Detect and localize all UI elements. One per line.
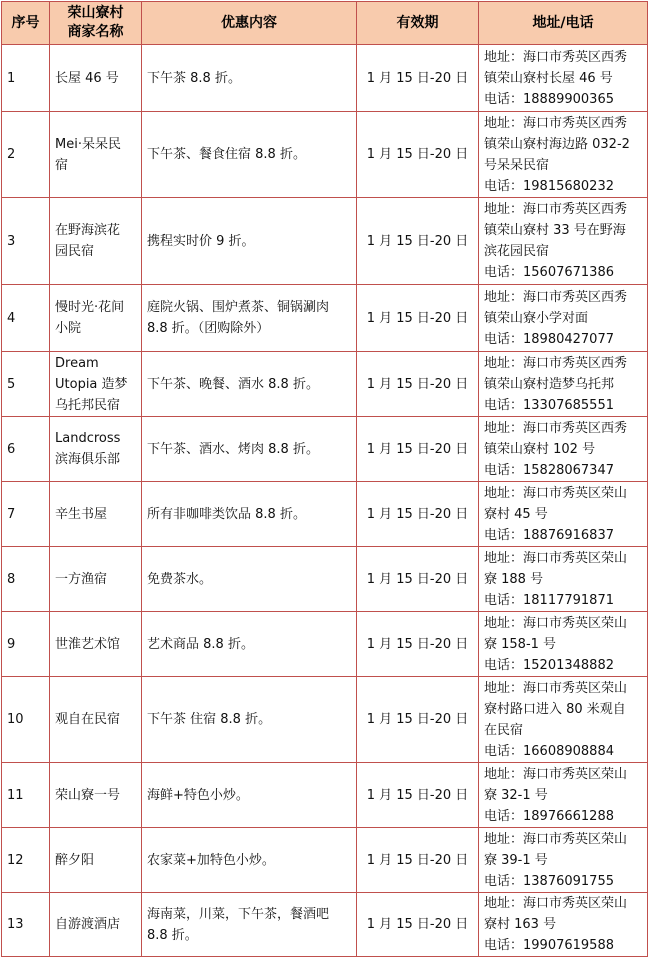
offer-content-line: 所有非咖啡类饮品 8.8 折。 — [147, 506, 306, 522]
merchant-name-line: 滨海俱乐部 — [55, 452, 121, 467]
merchant-name-line: 观自在民宿 — [55, 712, 121, 727]
valid-period: 1 月 15 日-20 日 — [357, 763, 479, 828]
valid-period: 1 月 15 日-20 日 — [357, 547, 479, 612]
valid-period: 1 月 15 日-20 日 — [357, 612, 479, 677]
offer-content — [142, 352, 357, 417]
table-row — [2, 763, 648, 828]
address-phone-line: 地址：海口市秀英区西秀 — [484, 420, 628, 436]
address-phone-line: 电话：15607671386 — [484, 265, 614, 280]
merchant-name — [50, 352, 142, 417]
address-phone — [479, 112, 648, 198]
header-address: 地址/电话 — [479, 2, 648, 45]
merchant-name — [50, 482, 142, 547]
address-phone — [479, 547, 648, 612]
address-phone — [479, 45, 648, 112]
row-index: 12 — [2, 828, 50, 893]
row-index: 9 — [2, 612, 50, 677]
table-row — [2, 893, 648, 957]
table-row — [2, 45, 648, 112]
merchant-name — [50, 417, 142, 482]
offer-content — [142, 198, 357, 285]
valid-period: 1 月 15 日-20 日 — [357, 198, 479, 285]
table-row — [2, 198, 648, 285]
header-merchant: 荣山寮村 商家名称 — [50, 2, 142, 45]
address-phone-line: 寮村 45 号 — [484, 506, 548, 522]
merchant-name-line: Dream — [55, 355, 99, 371]
merchant-name — [50, 828, 142, 893]
offer-content — [142, 828, 357, 893]
offer-content-line: 下午茶、酒水、烤肉 8.8 折。 — [147, 441, 319, 457]
address-phone-line: 地址：海口市秀英区荣山 — [484, 615, 628, 631]
address-phone-line: 地址：海口市秀英区荣山 — [484, 550, 628, 566]
address-phone-line: 地址：海口市秀英区西秀 — [484, 202, 628, 217]
address-phone-line: 电话：18980427077 — [484, 331, 614, 347]
merchant-name-line: Landcross — [55, 431, 121, 446]
offer-content — [142, 112, 357, 198]
offer-content-line: 下午茶 8.8 折。 — [147, 70, 241, 86]
offer-content-line: 海鲜+特色小炒。 — [147, 787, 249, 803]
offer-content-line: 农家菜+加特色小炒。 — [147, 852, 275, 868]
header-index: 序号 — [2, 2, 50, 45]
valid-period: 1 月 15 日-20 日 — [357, 677, 479, 763]
row-index: 7 — [2, 482, 50, 547]
offer-content-line: 携程实时价 9 折。 — [147, 233, 255, 249]
table-row — [2, 547, 648, 612]
address-phone-line: 寮 188 号 — [484, 571, 544, 587]
address-phone-line: 镇荣山寮村 33 号在野海 — [484, 223, 626, 238]
offer-content-line: 庭院火锅、围炉煮茶、铜锅涮肉 — [147, 300, 330, 315]
address-phone-line: 地址：海口市秀英区荣山 — [484, 680, 628, 696]
offer-content — [142, 547, 357, 612]
valid-period: 1 月 15 日-20 日 — [357, 417, 479, 482]
offer-content-line: 下午茶 住宿 8.8 折。 — [147, 712, 272, 727]
merchant-name-line: Utopia 造梦 — [55, 376, 128, 392]
address-phone — [479, 198, 648, 285]
merchant-name-line: 园民宿 — [55, 244, 95, 259]
address-phone-line: 地址：海口市秀英区荣山 — [484, 831, 628, 847]
header-row — [2, 2, 648, 45]
offer-content — [142, 763, 357, 828]
merchant-name — [50, 547, 142, 612]
table-row — [2, 828, 648, 893]
table-row — [2, 352, 648, 417]
address-phone-line: 电话：19907619588 — [484, 938, 614, 953]
offer-content-line: 海南菜，川菜，下午茶，餐酒吧 — [147, 906, 330, 922]
merchant-name-line: 世淮艺术馆 — [55, 636, 121, 652]
offer-content — [142, 45, 357, 112]
address-phone-line: 电话：18117791871 — [484, 592, 614, 608]
merchant-name — [50, 677, 142, 763]
table-row — [2, 482, 648, 547]
address-phone-line: 地址：海口市秀英区荣山 — [484, 485, 628, 501]
offer-content — [142, 285, 357, 352]
valid-period: 1 月 15 日-20 日 — [357, 45, 479, 112]
valid-period: 1 月 15 日-20 日 — [357, 285, 479, 352]
address-phone — [479, 482, 648, 547]
address-phone-line: 镇荣山寮村 102 号 — [484, 441, 596, 457]
row-index: 3 — [2, 198, 50, 285]
merchant-name-line: Mei·呆呆民 — [55, 136, 121, 152]
address-phone-line: 地址：海口市秀英区西秀 — [484, 49, 628, 65]
address-phone-line: 滨花园民宿 — [484, 244, 550, 259]
table-row — [2, 285, 648, 352]
address-phone-line: 镇荣山寮村造梦乌托邦 — [484, 376, 615, 392]
address-phone-line: 电话：18889900365 — [484, 91, 614, 107]
offer-content — [142, 893, 357, 957]
offer-content-line: 下午茶、晚餐、酒水 8.8 折。 — [147, 376, 319, 392]
offer-content-line: 8.8 折。（团购除外） — [147, 321, 270, 336]
offer-content — [142, 482, 357, 547]
address-phone — [479, 677, 648, 763]
offer-content-line: 艺术商品 8.8 折。 — [147, 636, 254, 652]
address-phone-line: 地址：海口市秀英区荣山 — [484, 896, 628, 911]
address-phone-line: 寮村 163 号 — [484, 917, 557, 932]
address-phone-line: 电话：15201348882 — [484, 657, 614, 673]
address-phone — [479, 893, 648, 957]
merchant-name-line: 辛生书屋 — [55, 506, 108, 522]
merchant-name — [50, 763, 142, 828]
merchant-name-line: 小院 — [55, 321, 82, 336]
address-phone-line: 号呆呆民宿 — [484, 157, 550, 173]
address-phone-line: 电话：15828067347 — [484, 462, 614, 478]
address-phone-line: 寮 32-1 号 — [484, 787, 548, 803]
table-row — [2, 612, 648, 677]
address-phone-line: 电话：13307685551 — [484, 397, 614, 413]
address-phone-line: 电话：13876091755 — [484, 873, 614, 889]
address-phone-line: 电话：19815680232 — [484, 178, 614, 194]
header-period: 有效期 — [357, 2, 479, 45]
address-phone-line: 电话：16608908884 — [484, 743, 614, 759]
merchant-name-line: 醉夕阳 — [55, 852, 95, 868]
merchant-name-line: 慢时光·花间 — [55, 300, 125, 315]
valid-period: 1 月 15 日-20 日 — [357, 482, 479, 547]
offer-content-line: 免费茶水。 — [147, 571, 213, 587]
row-index: 8 — [2, 547, 50, 612]
row-index: 5 — [2, 352, 50, 417]
address-phone-line: 镇荣山寮村长屋 46 号 — [484, 70, 613, 86]
address-phone-line: 电话：18876916837 — [484, 527, 614, 543]
address-phone-line: 镇荣山寮小学对面 — [484, 310, 589, 326]
row-index: 11 — [2, 763, 50, 828]
merchant-name-line: 宿 — [55, 157, 69, 173]
merchant-name — [50, 198, 142, 285]
address-phone — [479, 417, 648, 482]
address-phone-line: 寮 158-1 号 — [484, 636, 557, 652]
address-phone-line: 地址：海口市秀英区西秀 — [484, 289, 628, 305]
address-phone-line: 电话：18976661288 — [484, 808, 614, 824]
merchant-discount-table — [1, 1, 648, 957]
offer-content-line: 下午茶、餐食住宿 8.8 折。 — [147, 147, 306, 162]
merchant-name-line: 一方渔宿 — [55, 571, 108, 587]
address-phone-line: 地址：海口市秀英区西秀 — [484, 355, 628, 371]
merchant-name-line: 乌托邦民宿 — [55, 397, 121, 413]
row-index: 1 — [2, 45, 50, 112]
offer-content — [142, 677, 357, 763]
valid-period: 1 月 15 日-20 日 — [357, 828, 479, 893]
address-phone — [479, 763, 648, 828]
merchant-name — [50, 612, 142, 677]
offer-content — [142, 612, 357, 677]
valid-period: 1 月 15 日-20 日 — [357, 112, 479, 198]
valid-period: 1 月 15 日-20 日 — [357, 893, 479, 957]
address-phone-line: 地址：海口市秀英区西秀 — [484, 115, 628, 131]
valid-period: 1 月 15 日-20 日 — [357, 352, 479, 417]
merchant-name — [50, 45, 142, 112]
row-index: 13 — [2, 893, 50, 957]
merchant-name — [50, 285, 142, 352]
merchant-name-line: 长屋 46 号 — [55, 70, 119, 86]
address-phone-line: 寮 39-1 号 — [484, 852, 548, 868]
address-phone-line: 寮村路口进入 80 米观自 — [484, 701, 626, 717]
merchant-name-line: 自游渡酒店 — [55, 917, 121, 932]
table-row — [2, 112, 648, 198]
row-index: 10 — [2, 677, 50, 763]
row-index: 2 — [2, 112, 50, 198]
offer-content-line: 8.8 折。 — [147, 927, 198, 943]
merchant-name — [50, 893, 142, 957]
merchant-name — [50, 112, 142, 198]
offer-content — [142, 417, 357, 482]
merchant-name-line: 荣山寮一号 — [55, 787, 121, 803]
row-index: 4 — [2, 285, 50, 352]
address-phone-line: 镇荣山寮村海边路 032-2 — [484, 136, 630, 152]
address-phone — [479, 285, 648, 352]
row-index: 6 — [2, 417, 50, 482]
header-offer: 优惠内容 — [142, 2, 357, 45]
address-phone — [479, 828, 648, 893]
merchant-name-line: 在野海滨花 — [55, 223, 121, 238]
address-phone-line: 地址：海口市秀英区荣山 — [484, 766, 628, 782]
address-phone-line: 在民宿 — [484, 722, 524, 738]
address-phone — [479, 612, 648, 677]
table-row — [2, 417, 648, 482]
table-row — [2, 677, 648, 763]
address-phone — [479, 352, 648, 417]
